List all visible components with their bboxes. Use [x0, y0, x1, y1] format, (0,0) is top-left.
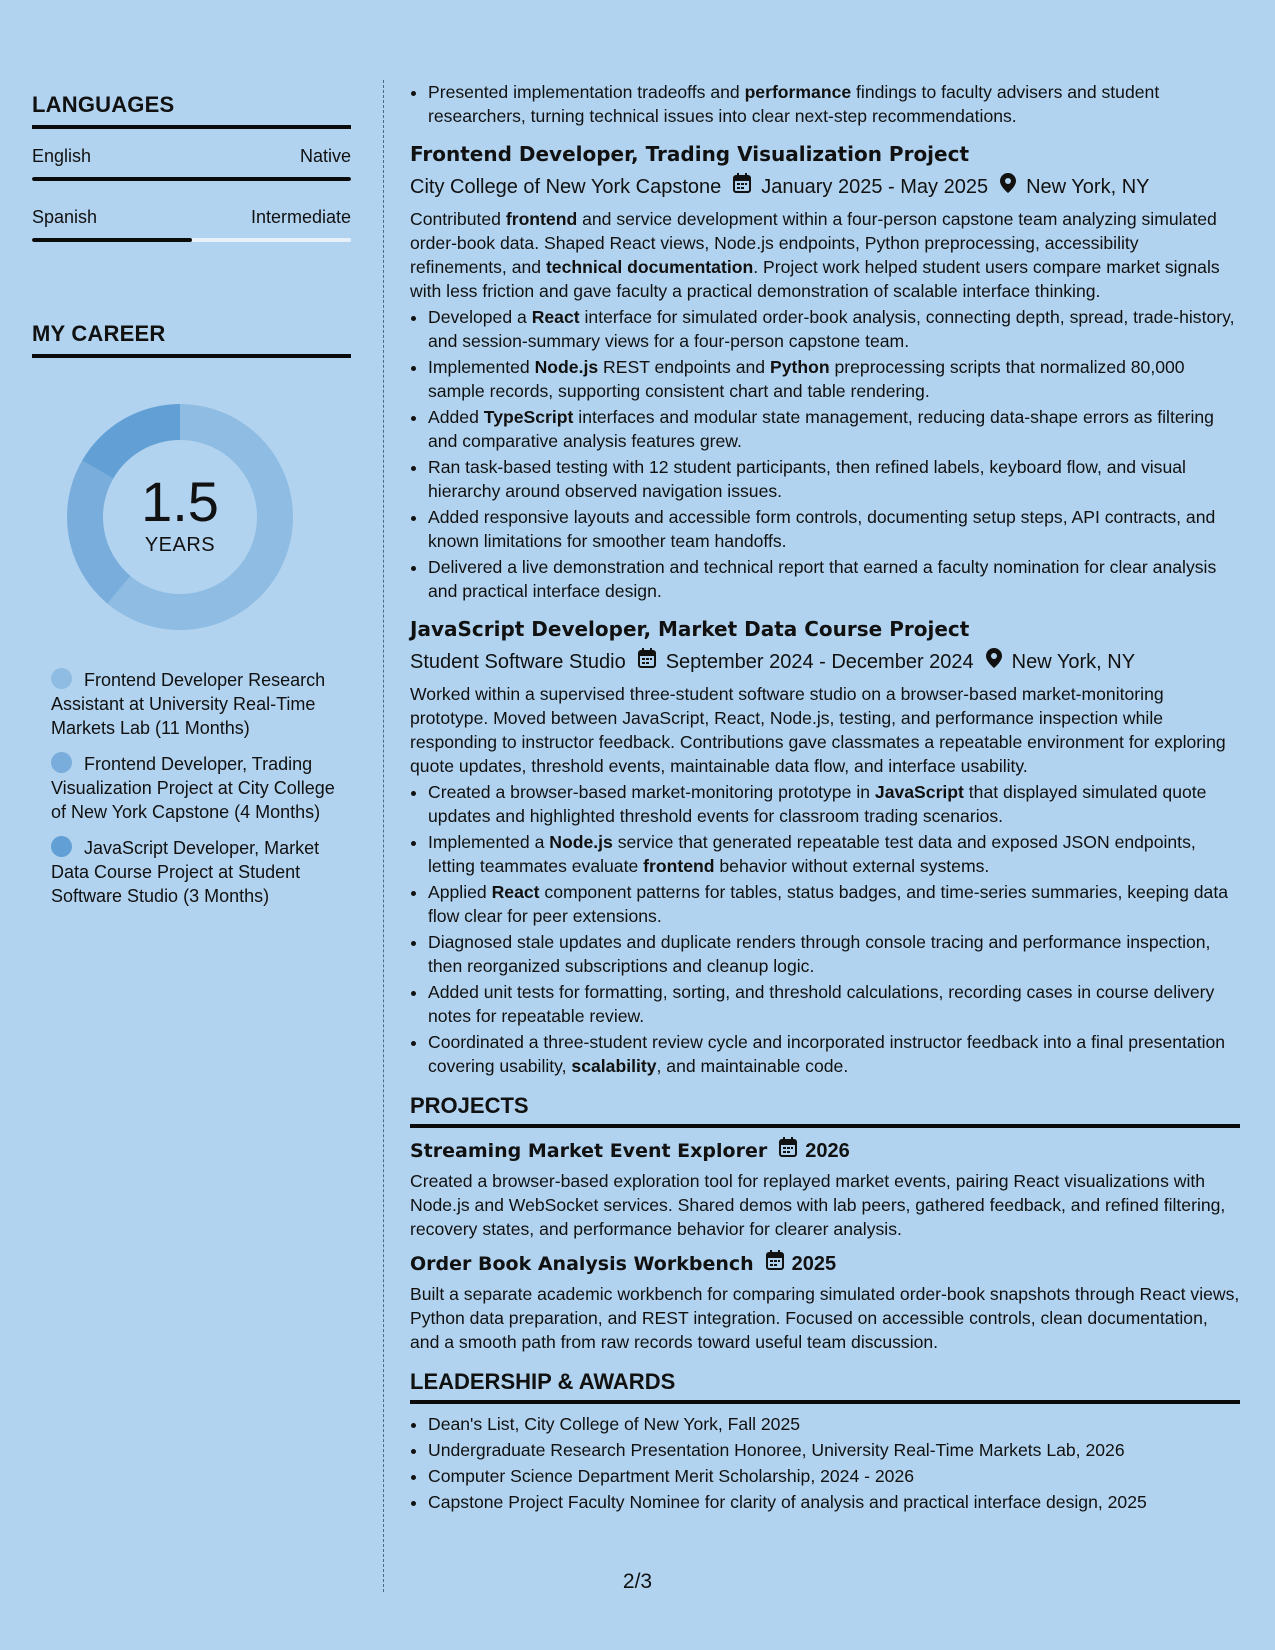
- job-organization: City College of New York Capstone: [410, 176, 722, 198]
- bullet-item: [428, 930, 1240, 978]
- text-run: Developed a: [428, 307, 532, 327]
- career-heading: MY CAREER: [32, 321, 351, 358]
- career-legend-label: Frontend Developer Research Assistant at University Real-Time Markets Lab (11 Months): [51, 670, 326, 738]
- job-organization: Student Software Studio: [410, 651, 626, 673]
- career-donut-segment: [82, 404, 180, 479]
- bold-keyword: technical documentation: [545, 257, 754, 277]
- text-run: and service development within a four-person capstone team analyzing simulated order-book data. Shaped React views, Node.js endpoints, Python preprocessing, accessibility refinements, and: [410, 209, 1217, 277]
- career-legend-item: [51, 668, 336, 740]
- project-year: 2026: [805, 1140, 850, 1162]
- award-item: • Undergraduate Research Presentation Honoree, University Real-Time Markets Lab, 2026: [428, 1438, 1240, 1462]
- text-run: interface for simulated order-book analysis, connecting depth, spread, trade-history, and session-summary views for a four-person capstone team.: [428, 307, 1235, 351]
- previous-job-bullets: [410, 80, 1240, 128]
- bullet-item: [428, 305, 1240, 353]
- text-run: that displayed simulated quote updates and highlighted threshold events for classroom trading scenarios.: [428, 782, 1207, 826]
- text-run: service that generated repeatable test data and exposed JSON endpoints, letting teammates evaluate: [428, 832, 1196, 876]
- award-item: • Capstone Project Faculty Nominee for clarity of analysis and practical interface design, 2025: [428, 1490, 1240, 1514]
- bold-keyword: React: [491, 882, 540, 902]
- projects-list: [410, 1137, 1240, 1354]
- text-run: behavior without external systems.: [714, 856, 990, 876]
- bullet-item: [428, 505, 1240, 553]
- calendar-icon: [766, 1250, 784, 1278]
- language-proficiency-bar: [32, 177, 351, 181]
- job-bullets: [410, 780, 1240, 1078]
- job-location: New York, NY: [1011, 651, 1136, 673]
- text-run: Contributed: [410, 209, 506, 229]
- location-pin-icon: [986, 648, 1002, 676]
- text-run: Created a browser-based market-monitoring prototype in: [428, 782, 875, 802]
- bullet-item: [428, 355, 1240, 403]
- text-run: Presented implementation tradeoffs and: [428, 82, 745, 102]
- career-legend-item: [51, 752, 336, 824]
- bold-keyword: JavaScript: [874, 782, 964, 802]
- text-run: Applied: [428, 882, 492, 902]
- job-summary: [410, 207, 1240, 303]
- page-number: 2/3: [622, 1570, 653, 1593]
- career-legend-label: JavaScript Developer, Market Data Course Project at Student Software Studio (3 Months): [51, 838, 320, 906]
- career-legend: [51, 668, 336, 908]
- text-run: Added responsive layouts and accessible form controls, documenting setup steps, API contracts, and known limitations for smoother team handoffs.: [428, 507, 1216, 551]
- text-run: . Project work helped student users compare market signals with less friction and gave faculty a practical demonstration of scalable interface thinking.: [410, 257, 1220, 301]
- location-pin-icon: [1000, 173, 1016, 201]
- bullet-item: [428, 455, 1240, 503]
- bullet-item: [428, 880, 1240, 928]
- bold-keyword: TypeScript: [483, 407, 574, 427]
- bullet-item: [428, 80, 1240, 128]
- job-summary: [410, 682, 1240, 778]
- bold-keyword: Node.js: [549, 832, 613, 852]
- job-entry: [410, 140, 1240, 603]
- bullet-item: [428, 1030, 1240, 1078]
- language-item: [32, 207, 351, 242]
- text-run: REST endpoints and: [598, 357, 770, 377]
- calendar-icon: [638, 648, 656, 676]
- text-run: Diagnosed stale updates and duplicate renders through console tracing and performance inspection, then reorganized subscriptions and cleanup logic.: [428, 932, 1211, 976]
- projects-heading: PROJECTS: [410, 1094, 1240, 1128]
- project-entry: [410, 1250, 1240, 1354]
- language-proficiency-bar: [32, 238, 351, 242]
- award-item: • Dean's List, City College of New York, Fall 2025: [428, 1412, 1240, 1436]
- project-description: Created a browser-based exploration tool for replayed market events, pairing React visualizations with Node.js and WebSocket services. Shared demos with lab peers, gathered feedback, and refined filtering, recovery states, and performance behavior for clearer analysis.: [410, 1171, 1226, 1239]
- bold-keyword: Python: [769, 357, 830, 377]
- bold-keyword: frontend: [505, 209, 578, 229]
- career-legend-label: Frontend Developer, Trading Visualization Project at City College of New York Capstone (4 Months): [51, 754, 335, 822]
- legend-dot: [51, 668, 72, 689]
- text-run: Added: [428, 407, 484, 427]
- language-proficiency-fill: [32, 238, 192, 242]
- text-run: Worked within a supervised three-student software studio on a browser-based market-monitoring prototype. Moved between JavaScript, React, Node.js, testing, and performance inspection while responding to instructor feedback. Contributions gave classmates a repeatable environment for exploring quote updates, threshold events, maintainable data flow, and interface usability.: [410, 684, 1226, 776]
- bullet-item: [428, 780, 1240, 828]
- text-run: Ran task-based testing with 12 student participants, then refined labels, keyboard flow, and visual hierarchy around observed navigation issues.: [428, 457, 1186, 501]
- bullet-item: [428, 405, 1240, 453]
- job-dates: January 2025 - May 2025: [761, 176, 989, 198]
- text-run: findings to faculty advisers and student researchers, turning technical issues into clear next-step recommendations.: [428, 82, 1160, 126]
- career-total-value: 1.5: [141, 470, 219, 533]
- calendar-icon: [733, 173, 751, 201]
- job-title: JavaScript Developer, Market Data Course Project: [410, 617, 970, 641]
- legend-dot: [51, 752, 72, 773]
- language-level: Intermediate: [250, 207, 351, 227]
- text-run: component patterns for tables, status badges, and time-series summaries, keeping data flow clear for peer extensions.: [428, 882, 1228, 926]
- project-name: Order Book Analysis Workbench: [410, 1253, 754, 1275]
- bold-keyword: React: [531, 307, 580, 327]
- bullet-item: [428, 980, 1240, 1028]
- project-year: 2025: [791, 1253, 837, 1275]
- job-bullets: [410, 305, 1240, 603]
- project-entry: [410, 1137, 1240, 1241]
- career-legend-item: [51, 836, 336, 908]
- award-item: • Computer Science Department Merit Scholarship, 2024 - 2026: [428, 1464, 1240, 1488]
- legend-dot: [51, 836, 72, 857]
- text-run: Implemented a: [428, 832, 550, 852]
- career-total: [65, 470, 295, 557]
- languages-heading: LANGUAGES: [32, 92, 351, 129]
- sidebar: [32, 92, 351, 920]
- bold-keyword: scalability: [571, 1056, 657, 1076]
- languages-list: [32, 146, 351, 242]
- job-location: New York, NY: [1026, 176, 1150, 198]
- experience-list: [410, 140, 1240, 1078]
- project-name: Streaming Market Event Explorer: [410, 1140, 768, 1162]
- text-run: Implemented: [428, 357, 535, 377]
- text-run: interfaces and modular state management, reducing data-shape errors as filtering and comparative analysis features grew.: [428, 407, 1214, 451]
- job-meta: [410, 648, 1240, 676]
- career-total-unit: YEARS: [144, 534, 216, 556]
- bold-keyword: Node.js: [534, 357, 599, 377]
- career-donut-chart: [65, 402, 295, 632]
- text-run: , and maintainable code.: [656, 1056, 849, 1076]
- project-title: [410, 1137, 1240, 1165]
- language-item: [32, 146, 351, 181]
- job-entry: [410, 615, 1240, 1078]
- bullet-item: [428, 555, 1240, 603]
- language-level: Native: [299, 146, 351, 166]
- job-meta: [410, 173, 1240, 201]
- project-title: [410, 1250, 1240, 1278]
- language-name: Spanish: [32, 207, 98, 227]
- project-description: Built a separate academic workbench for comparing simulated order-book snapshots through React views, Python data preparation, and REST integration. Focused on accessible controls, clean documentation, and a smooth path from raw records toward useful team discussion.: [410, 1284, 1240, 1352]
- bold-keyword: performance: [744, 82, 852, 102]
- calendar-icon: [779, 1137, 797, 1165]
- bullet-item: [428, 830, 1240, 878]
- job-dates: September 2024 - December 2024: [665, 651, 974, 673]
- text-run: Added unit tests for formatting, sorting, and threshold calculations, recording cases in course delivery notes for repeatable review.: [428, 982, 1215, 1026]
- language-name: English: [32, 146, 92, 166]
- text-run: Coordinated a three-student review cycle and incorporated instructor feedback into a final presentation covering usability,: [428, 1032, 1226, 1076]
- column-divider: [383, 80, 384, 1592]
- text-run: preprocessing scripts that normalized 80,000 sample records, supporting consistent chart and table rendering.: [428, 357, 1185, 401]
- bold-keyword: frontend: [643, 856, 715, 876]
- language-proficiency-fill: [32, 177, 351, 181]
- text-run: Delivered a live demonstration and technical report that earned a faculty nomination for clear analysis and practical interface design.: [428, 557, 1217, 601]
- main-content: [410, 80, 1240, 1516]
- awards-list: [410, 1412, 1240, 1514]
- job-title: Frontend Developer, Trading Visualization Project: [410, 142, 970, 166]
- awards-heading: LEADERSHIP & AWARDS: [410, 1370, 1240, 1404]
